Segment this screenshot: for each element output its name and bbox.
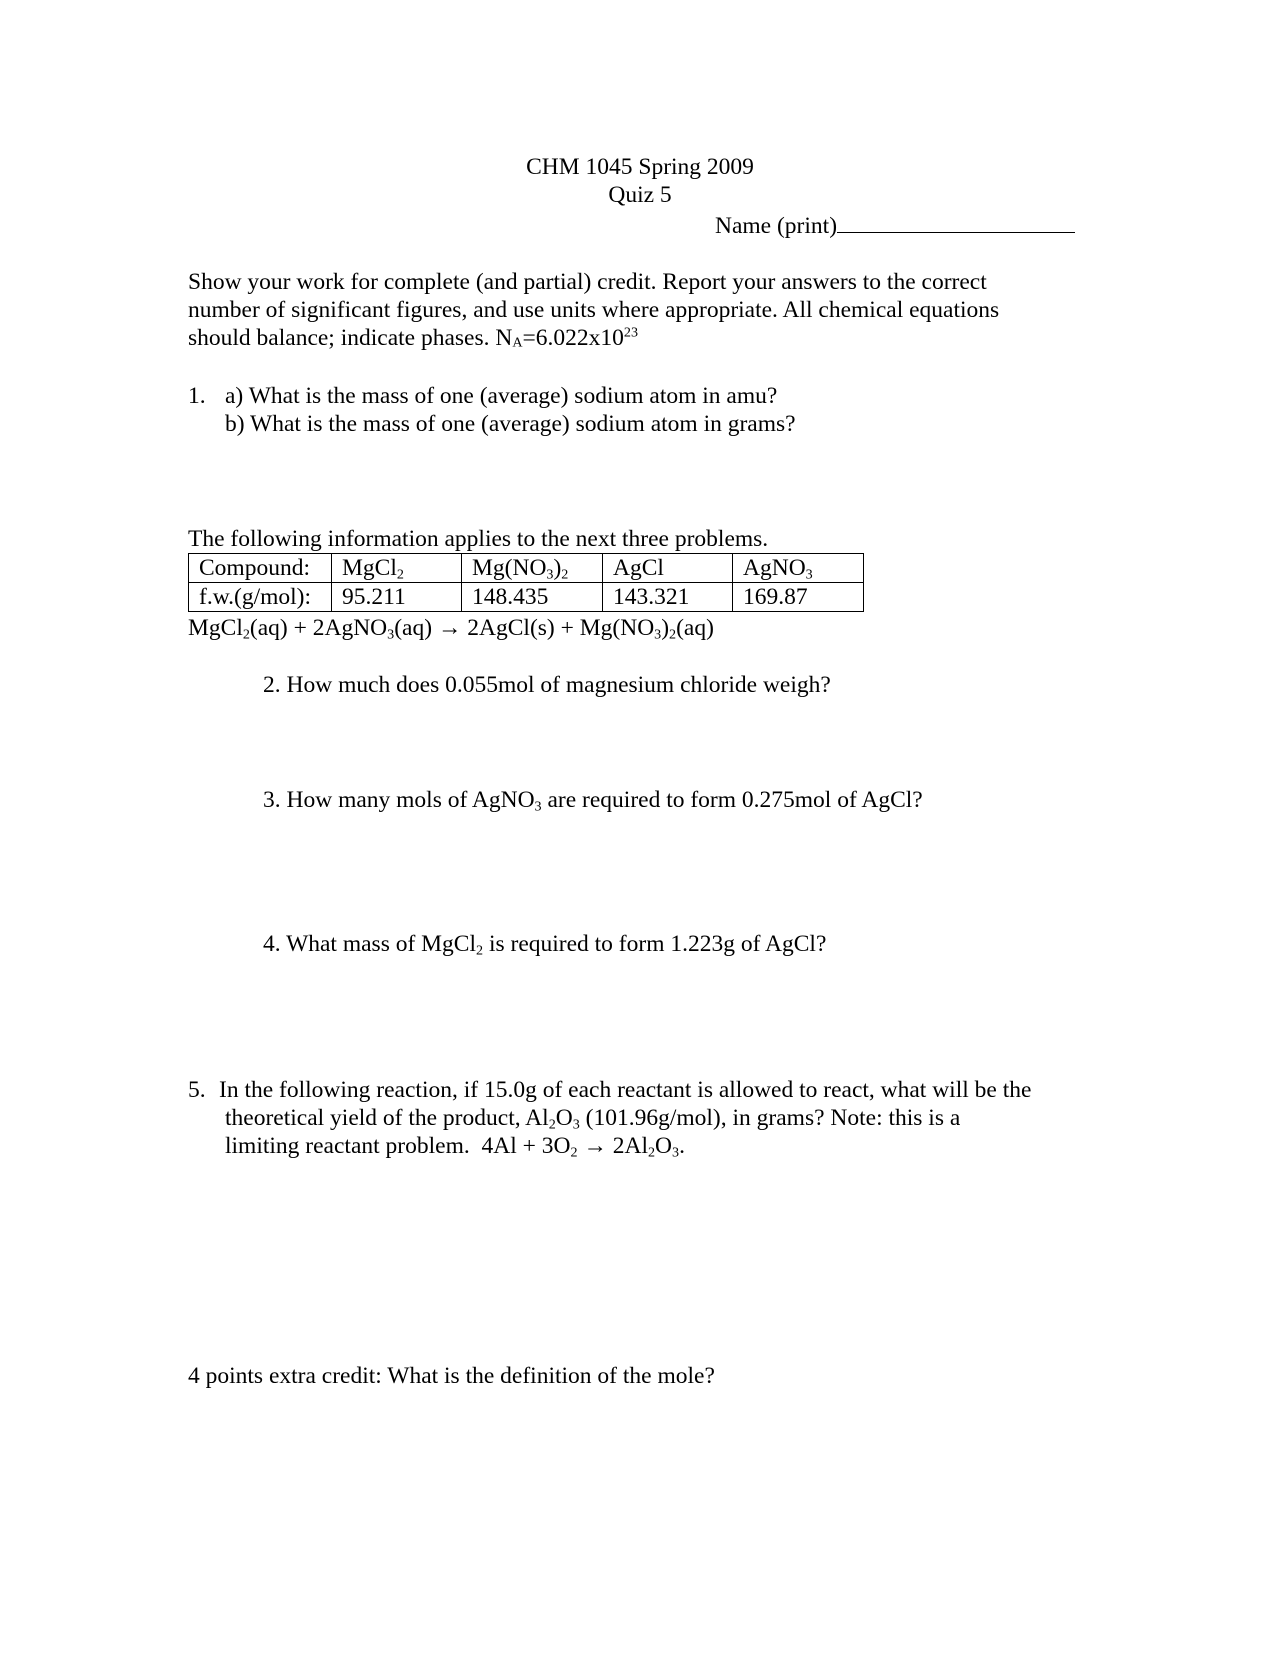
instructions-line-2: number of significant figures, and use units where appropriate. All chemical equations bbox=[188, 297, 1000, 323]
table-cell: $Mg(NO_3)_2$ bbox=[462, 554, 603, 583]
reaction-equation: MgCl$_2$(aq) + 2AgNO$_3$(aq) → 2AgCl(s) + $Mg(NO_3)_2(aq)$ bbox=[188, 615, 714, 643]
table-row bbox=[189, 554, 864, 583]
course-title: CHM 1045 Spring 2009 bbox=[526, 154, 754, 180]
name-blank-line bbox=[837, 210, 1075, 233]
name-field bbox=[715, 210, 1075, 240]
avogadro-subscript: A bbox=[512, 334, 523, 351]
quiz-title: Quiz 5 bbox=[608, 182, 672, 208]
table-cell: Compound: bbox=[189, 554, 332, 583]
q1-part-b: b) What is the mass of one (average) sodium atom in grams? bbox=[225, 411, 796, 437]
table-cell: AgNO$_3$ bbox=[733, 554, 864, 583]
instructions-text: should balance; indicate phases. N bbox=[188, 325, 513, 351]
avogadro-exponent: 23 bbox=[623, 324, 639, 341]
instructions-line-3 bbox=[188, 324, 638, 356]
q1-number: 1. bbox=[188, 383, 206, 409]
avogadro-value: =6.022x10 bbox=[522, 325, 624, 351]
name-label: Name (print) bbox=[715, 213, 838, 239]
table-row bbox=[189, 583, 864, 612]
question-2: 2. How much does 0.055mol of magnesium chloride weigh? bbox=[263, 672, 831, 698]
instructions-line-1: Show your work for complete (and partial) credit. Report your answers to the correct bbox=[188, 269, 987, 295]
table-cell: MgCl$_2$ bbox=[332, 554, 462, 583]
table-cell: 95.211 bbox=[332, 583, 462, 612]
table-cell: AgCl bbox=[603, 554, 733, 583]
q5-number: 5. bbox=[188, 1077, 206, 1103]
table-cell: 143.321 bbox=[603, 583, 733, 612]
question-4: 4. What mass of MgCl$_2$ is required to form 1.223g of AgCl? bbox=[263, 931, 827, 959]
extra-credit-question: 4 points extra credit: What is the definition of the mole? bbox=[188, 1363, 715, 1389]
table-cell: f.w.(g/mol): bbox=[189, 583, 332, 612]
q5-line-1: In the following reaction, if 15.0g of each reactant is allowed to react, what will be the bbox=[219, 1077, 1032, 1103]
q1-part-a: a) What is the mass of one (average) sodium atom in amu? bbox=[225, 383, 778, 409]
table-cell: 148.435 bbox=[462, 583, 603, 612]
q5-line-3: limiting reactant problem. $4Al + 3O_2 \to 2Al_2O_3$. bbox=[225, 1133, 685, 1161]
table-cell: 169.87 bbox=[733, 583, 864, 612]
question-3: 3. How many mols of AgNO$_3$ are required to form 0.275mol of AgCl? bbox=[263, 787, 923, 815]
info-intro: The following information applies to the next three problems. bbox=[188, 526, 769, 552]
q5-line-2: theoretical yield of the product, $Al_2O_3$ (101.96g/mol), in grams? Note: this is a bbox=[225, 1105, 961, 1133]
formula-weight-table bbox=[188, 553, 864, 612]
